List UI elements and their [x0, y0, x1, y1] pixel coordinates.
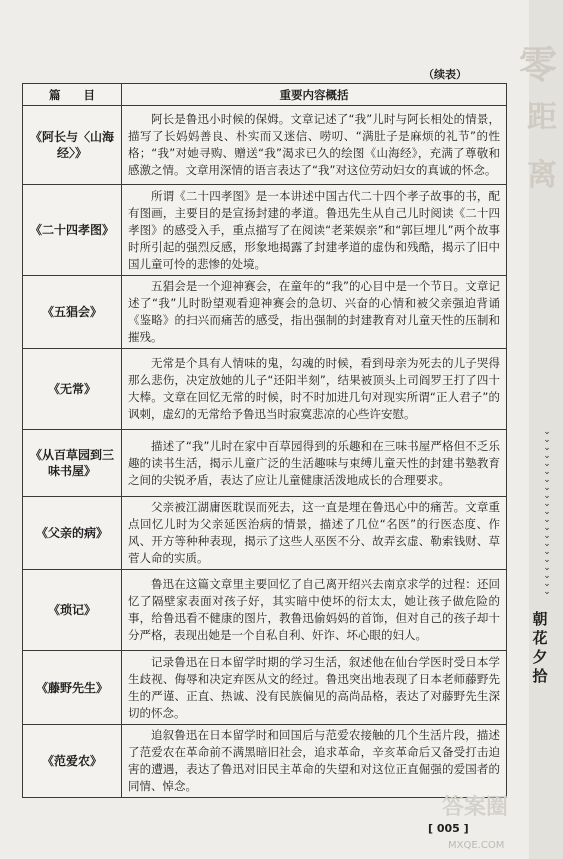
chapter-title: 《二十四孝图》 [23, 185, 122, 276]
table-row [23, 651, 507, 725]
chevron-decoration-icon: ⌄ ⌄ ⌄ ⌄ ⌄ ⌄ ⌄ ⌄ ⌄ ⌄ ⌄ ⌄ ⌄ ⌄ ⌄ ⌄ ⌄ ⌄ ⌄ ⌄ ⌄ [543, 427, 551, 597]
table-row [23, 497, 507, 570]
watermark-url: MXQE.COM [448, 840, 505, 851]
column-header-summary: 重要内容概括 [122, 84, 507, 106]
table-row [23, 570, 507, 651]
chapter-title: 《藤野先生》 [23, 651, 122, 725]
bleed-through-glyph: 零 [518, 42, 557, 87]
chapter-title: 《阿长与〈山海经〉》 [23, 106, 122, 185]
summary-table [22, 83, 507, 798]
continuation-label: （续表） [423, 68, 467, 81]
table-row [23, 725, 507, 798]
book-title-vertical: 朝 花 夕 拾 [532, 610, 548, 685]
chapter-summary: 记录鲁迅在日本留学时期的学习生活，叙述他在仙台学医时受日本学生歧视、侮辱和决定弃医从文的经过。鲁迅突出地表现了日本老师藤野先生的严谨、正直、热诚、没有民族偏见的高尚品格，表达了对藤野先生深切的怀念。 [122, 651, 507, 725]
chapter-title: 《从百草园到三味书屋》 [23, 430, 122, 497]
chapter-summary: 无常是个具有人情味的鬼，勾魂的时候，看到母亲为死去的儿子哭得那么悲伤，决定放她的儿子“还阳半刻”，结果被顶头上司阎罗王打了四十大棒。文章在回忆无常的时候，时不时加进几句对现实所谓“正人君子”的讽刺，虚幻的无常给予鲁迅当时寂寞悲凉的心些许安慰。 [122, 349, 507, 430]
chapter-summary: 鲁迅在这篇文章里主要回忆了自己离开绍兴去南京求学的过程：还回忆了隔壁家表面对孩子好，其实暗中使坏的衍太太，她让孩子做危险的事，给鲁迅看不健康的图片，教鲁迅偷妈妈的首饰，但对自己的孩子却十分严格，表现出她是一个自私自利、奸诈、坏心眼的妇人。 [122, 570, 507, 651]
table-row [23, 276, 507, 349]
table-header-row [23, 84, 507, 106]
chapter-title: 《父亲的病》 [23, 497, 122, 570]
chapter-title: 《范爱农》 [23, 725, 122, 798]
chapter-summary: 阿长是鲁迅小时候的保姆。文章记述了“我”儿时与阿长相处的情景，描写了长妈妈善良、朴实而又迷信、唠叨、“满肚子是麻烦的礼节”的性格；“我”对她寻购、赠送“我”渴求已久的绘图《山海经》，充满了尊敬和感激之情。文章用深情的语言表达了“我”对这位劳动妇女的真诚的怀念。 [122, 106, 507, 185]
chapter-title: 《无常》 [23, 349, 122, 430]
page-number: [ 005 ] [428, 822, 469, 835]
chapter-summary: 追叙鲁迅在日本留学时和回国后与范爱农接触的几个生活片段，描述了范爱农在革命前不满黑暗旧社会，追求革命，辛亥革命后又备受打击迫害的遭遇，表达了鲁迅对旧民主革命的失望和对这位正直倔强的爱国者的同情、悼念。 [122, 725, 507, 798]
chapter-summary: 五猖会是一个迎神赛会，在童年的“我”的心目中是一个节日。文章记述了“我”儿时盼望观看迎神赛会的急切、兴奋的心情和被父亲强迫背诵《鉴略》的扫兴而痛苦的感受，指出强制的封建教育对儿童天性的压制和摧残。 [122, 276, 507, 349]
chapter-summary: 所谓《二十四孝图》是一本讲述中国古代二十四个孝子故事的书，配有图画，主要目的是宣扬封建的孝道。鲁迅先生从自己儿时阅读《二十四孝图》的感受入手，重点描写了在阅读“老莱娱亲”和“郭巨埋儿”两个故事时所引起的强烈反感，形象地揭露了封建孝道的虚伪和残酷，揭示了旧中国儿童可怜的悲惨的处境。 [122, 185, 507, 276]
table-row [23, 430, 507, 497]
table-row [23, 106, 507, 185]
chapter-summary: 描述了“我”儿时在家中百草园得到的乐趣和在三味书屋严格但不乏乐趣的读书生活，揭示儿童广泛的生活趣味与束缚儿童天性的封建书塾教育之间的尖锐矛盾，表达了应让儿童健康活泼地成长的合理要求。 [122, 430, 507, 497]
column-header-title: 篇 目 [23, 84, 122, 106]
table-row [23, 349, 507, 430]
chapter-title: 《五猖会》 [23, 276, 122, 349]
watermark-logo: 答案圈 [442, 794, 509, 820]
chapter-title: 《琐记》 [23, 570, 122, 651]
chapter-summary: 父亲被江湖庸医耽误而死去，这一直是埋在鲁迅心中的痛苦。文章重点回忆儿时为父亲延医治病的情景，描述了几位“名医”的行医态度、作风、开方等种种表现，揭示了这些人巫医不分、故弄玄虚、勒索钱财、草菅人命的实质。 [122, 497, 507, 570]
bleed-through-glyph: 距 [527, 100, 557, 135]
bleed-through-glyph: 离 [527, 158, 557, 193]
table-row [23, 185, 507, 276]
